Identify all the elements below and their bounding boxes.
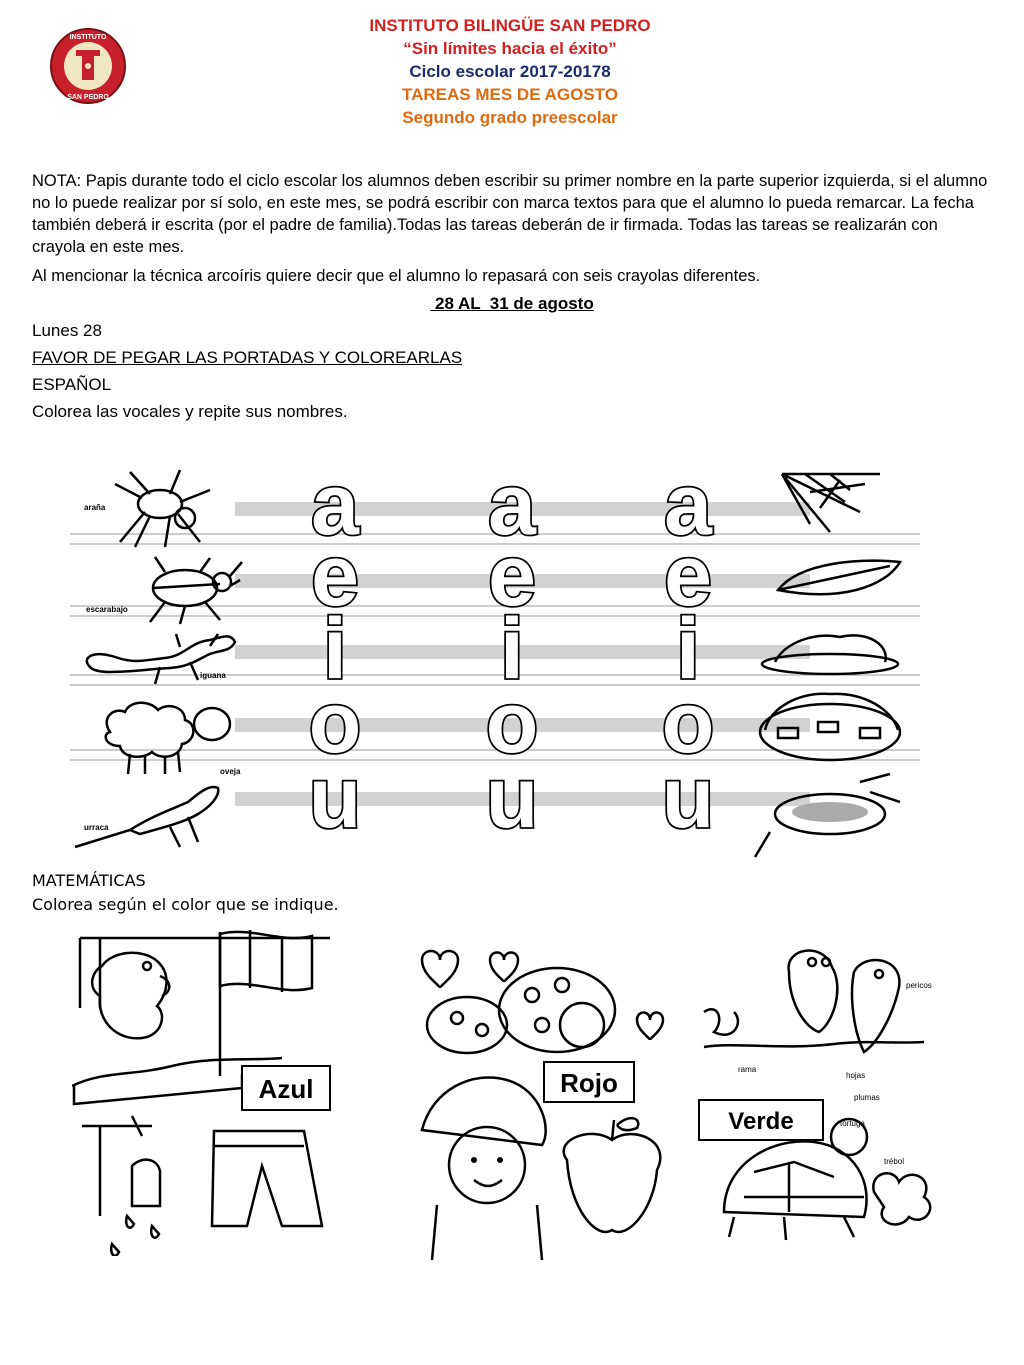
vowel-a-3: a: [664, 462, 712, 553]
vowel-worksheet: [70, 462, 920, 862]
math-panel-verde: [694, 932, 954, 1262]
school-motto: “Sin límites hacia el éxito”: [403, 39, 617, 58]
math-task: Colorea según el color que se indique.: [32, 895, 339, 914]
color-label-azul: Azul: [258, 1074, 314, 1104]
color-label-verde: Verde: [728, 1108, 794, 1135]
note-technique: Al mencionar la técnica arcoíris quiere decir que el alumno lo repasará con seis crayolas diferentes.: [32, 267, 761, 285]
grade-title: Segundo grado preescolar: [402, 108, 618, 127]
vowel-u-1: u: [308, 750, 362, 846]
label-rama: rama: [738, 1065, 757, 1074]
label-oveja: oveja: [220, 767, 241, 776]
vowel-o-3: o: [661, 675, 715, 771]
school-name: INSTITUTO BILINGÜE SAN PEDRO: [369, 16, 651, 35]
nest-icon: [755, 774, 900, 857]
sheep-icon: [106, 703, 230, 774]
vowel-i-2: i: [500, 601, 524, 697]
clover-icon: [873, 1173, 930, 1224]
spanish-task: Colorea las vocales y repite sus nombres.: [32, 402, 348, 421]
instruction: FAVOR DE PEGAR LAS PORTADAS Y COLOREARLAS: [32, 348, 463, 367]
flag-icon: [220, 930, 312, 1076]
heart-icon: [637, 1013, 663, 1041]
vowel-e-3: e: [664, 528, 712, 624]
vowel-i-3: i: [676, 601, 700, 697]
vowel-u-3: u: [661, 750, 715, 846]
color-label-rojo: Rojo: [560, 1068, 618, 1098]
faucet-icon: [82, 1116, 160, 1256]
vowel-a-2: a: [488, 462, 536, 553]
vowel-i-1: i: [323, 601, 347, 697]
label-urraca: urraca: [84, 823, 109, 832]
apple-icon: [564, 1118, 661, 1232]
vowel-o-2: o: [485, 675, 539, 771]
math-title: MATEMÁTICAS: [32, 871, 146, 890]
label-plumas: plumas: [854, 1093, 880, 1102]
math-panel-azul: [72, 926, 362, 1256]
school-cycle: Ciclo escolar 2017-20178: [409, 62, 611, 81]
vowel-a-1: a: [311, 462, 359, 553]
vowel-e-1: e: [311, 528, 359, 624]
label-tortuga: tortuga: [840, 1119, 865, 1128]
day-label: Lunes 28: [32, 321, 102, 340]
vowel-u-2: u: [485, 750, 539, 846]
spider-icon: [115, 470, 210, 547]
week-range: 28 AL 31 de agosto: [430, 294, 594, 313]
label-trebol: trébol: [884, 1157, 905, 1166]
heart-icon: [490, 953, 518, 983]
logo-text-top: INSTITUTO: [69, 34, 107, 41]
label-iguana: iguana: [200, 671, 226, 680]
label-hojas: hojas: [846, 1071, 866, 1080]
logo-text-bottom: SAN PEDRO: [67, 94, 109, 101]
vowel-e-2: e: [488, 528, 536, 624]
heart-icon: [422, 951, 458, 988]
school-logo: [48, 26, 128, 106]
firefighter-icon: [422, 1077, 546, 1260]
label-escarabajo: escarabajo: [86, 605, 128, 614]
parrot-icon: [92, 953, 169, 1039]
label-arana: araña: [84, 503, 106, 512]
ladybug-icon: [427, 997, 507, 1053]
magpie-icon: [75, 787, 218, 847]
tasks-title: TAREAS MES DE AGOSTO: [402, 85, 618, 104]
spanish-title: ESPAÑOL: [32, 375, 112, 394]
label-pericos: pericos: [906, 981, 932, 990]
pants-icon: [212, 1131, 322, 1226]
ladybug-icon: [499, 968, 615, 1052]
note-paragraph: NOTA: Papis durante todo el ciclo escolar los alumnos deben escribir su primer nombre en la parte superior izquierda, si el alumno no lo puede realizar por sí solo, en este mes, se podrá escribir con marca textos para que el alumno lo pueda remarcar. La fecha también deberá ir escrita (por el padre de familia).Todas las tareas deberán de ir firmada. Todas las tareas se realizarán con crayola en este mes.: [32, 172, 988, 256]
math-panel-rojo: [392, 930, 682, 1265]
vowel-o-1: o: [308, 675, 362, 771]
beetle-icon: [150, 557, 242, 624]
parrots-icon: [789, 951, 900, 1052]
